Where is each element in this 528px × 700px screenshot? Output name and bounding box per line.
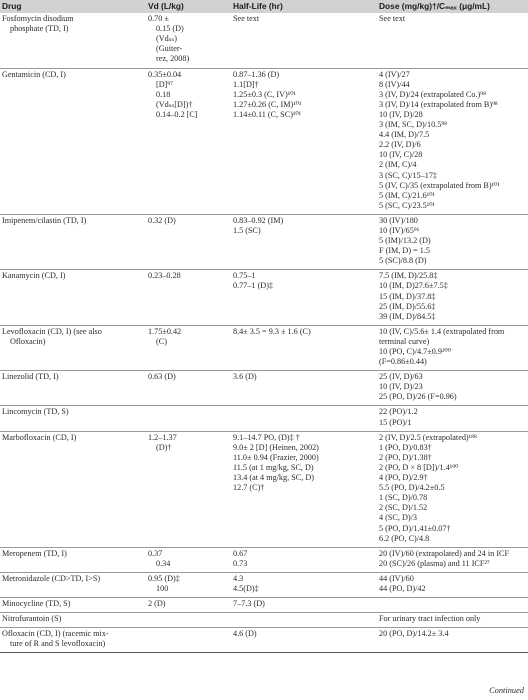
drug-cell-line: Marbofloxacin (CD, I) (2, 432, 77, 442)
vd-cell-line: 0.70 ± (148, 14, 169, 24)
dose-cell-line: 25 (IV, D)/63 (379, 372, 423, 382)
half-life-cell (231, 13, 377, 68)
table-row (0, 431, 528, 547)
drug-cell (0, 547, 146, 572)
dose-cell-line: 3 (IV, D)/14 (extrapolated from B)⁹⁸ (379, 99, 498, 109)
dose-cell-line: 15 (IM, D)/37.8‡ (379, 291, 436, 301)
dose-cell-line: 20 (PO, D)/14.2± 3.4 (379, 629, 449, 639)
drug-cell-line: Minocycline (TD, S) (2, 599, 71, 609)
vd-cell (146, 325, 231, 370)
drug-cell-line: Lincomycin (TD, S) (2, 407, 69, 417)
dose-cell (377, 13, 528, 68)
dose-cell-line: 5 (SC, C)/23.5¹⁰¹ (379, 200, 435, 210)
dose-cell (377, 68, 528, 214)
dose-cell-line: 1 (SC, D)/0.78 (379, 493, 428, 503)
dose-cell-line: 10 (IV, C)/28 (379, 150, 423, 160)
table-row (0, 13, 528, 68)
table-row (0, 598, 528, 613)
half-life-cell-line: 0.75–1 (233, 271, 256, 281)
dose-cell-line: 1 (PO, D)/0.83† (379, 442, 432, 452)
header-dose: Dose (mg/kg)†/Cₘₐₓ (μg/mL) (377, 0, 528, 13)
drug-cell-line: Meropenem (TD, I) (2, 548, 67, 558)
half-life-cell-line: 12.7 (C)† (233, 483, 265, 493)
drug-cell-line: ture of R and S levofloxacin) (10, 639, 106, 649)
half-life-cell-line: 0.77–1 (D)‡ (233, 281, 274, 291)
dose-cell (377, 371, 528, 406)
drug-cell-line: Nitrofurantoin (S) (2, 614, 62, 624)
dose-cell-line: 4 (PO, D)/2.9† (379, 473, 428, 483)
drug-cell (0, 325, 146, 370)
vd-cell (146, 572, 231, 597)
dose-cell (377, 270, 528, 325)
dose-cell-line: 10 (IV, D)/23 (379, 382, 423, 392)
drug-cell-line: Imipenem/cilastin (TD, I) (2, 215, 87, 225)
vd-cell-line: (Guiter- (156, 44, 183, 54)
dose-cell (377, 406, 528, 431)
half-life-cell-line: See text (233, 14, 260, 24)
half-life-cell-line: 9.1–14.7 PO, (D)‡ † (233, 432, 300, 442)
vd-cell-line: 1.75±0.42 (148, 326, 182, 336)
dose-cell-line: 2 (SC, D)/1.52 (379, 503, 428, 513)
drug-cell (0, 406, 146, 431)
vd-cell (146, 13, 231, 68)
vd-cell (146, 68, 231, 214)
drug-cell (0, 13, 146, 68)
vd-cell-line: 100 (156, 583, 169, 593)
dose-cell-line: 10 (IV)/65⁹⁶ (379, 225, 420, 235)
half-life-cell (231, 325, 377, 370)
dose-cell-line: 7.5 (IM, D)/25.8‡ (379, 271, 438, 281)
drug-cell-line: Metronidazole (CD>TD, I>S) (2, 573, 101, 583)
table-body (0, 13, 528, 653)
half-life-cell-line: 0.73 (233, 558, 248, 568)
half-life-cell-line: 1.5 (SC) (233, 225, 261, 235)
vd-cell-line: (D)† (156, 442, 172, 452)
vd-cell-line: 0.14–0.2 [C] (156, 109, 198, 119)
dose-cell (377, 613, 528, 628)
dose-cell-line: 15 (PO)/1 (379, 417, 412, 427)
dose-cell-line: 3 (IV, D)/24 (extrapolated Co.)⁹⁸ (379, 89, 486, 99)
dose-cell-line: 2.2 (IV, D)/6 (379, 140, 421, 150)
table-row (0, 628, 528, 653)
vd-cell (146, 270, 231, 325)
half-life-cell (231, 371, 377, 406)
vd-cell-line: 0.34 (156, 558, 171, 568)
dose-cell-line: 44 (IV)/60 (379, 573, 414, 583)
dose-cell-line: 8 (IV)/44 (379, 79, 410, 89)
table-row (0, 406, 528, 431)
dose-cell (377, 628, 528, 653)
dose-cell (377, 598, 528, 613)
dose-cell-line: 44 (PO, D)/42 (379, 583, 426, 593)
drug-cell (0, 371, 146, 406)
dose-cell-line: (F=0.86±0.44) (379, 357, 427, 367)
dose-cell-line: F (IM, D) = 1.5 (379, 246, 431, 256)
table-header-row (0, 0, 528, 13)
half-life-cell-line: 9.0± 2 [D] (Heinen, 2002) (233, 442, 319, 452)
dose-cell-line: 22 (PO)/1.2 (379, 407, 418, 417)
half-life-cell-line: 1.27±0.26 (C, IM)¹⁰¹ (233, 99, 302, 109)
table-row (0, 68, 528, 214)
dose-cell-line: 3 (SC, C)/15–17‡ (379, 170, 438, 180)
dose-cell-line: 10 (IM, D)27.6±7.5‡ (379, 281, 448, 291)
half-life-cell (231, 68, 377, 214)
vd-cell-line: 0.18 (156, 89, 171, 99)
vd-cell (146, 547, 231, 572)
vd-cell-line: 0.23–0.28 (148, 271, 181, 281)
dose-cell-line: 5.5 (PO, D)/4.2±0.5 (379, 483, 445, 493)
dose-cell-line: 39 (IM, D)/84.5‡ (379, 311, 436, 321)
dose-cell-line: See text (379, 14, 406, 24)
dose-cell (377, 547, 528, 572)
drug-cell-line: Ofloxacin (CD, I) (racemic mix- (2, 629, 109, 639)
half-life-cell-line: 0.67 (233, 548, 248, 558)
dose-cell-line: 2 (IM, C)/4 (379, 160, 417, 170)
table-row (0, 371, 528, 406)
dose-cell (377, 325, 528, 370)
dose-cell-line: 20 (IV)/60 (extrapolated) and 24 in ICF (379, 548, 510, 558)
dose-cell-line: 6.2 (PO, C)/4.8 (379, 533, 430, 543)
vd-cell-line: 1.2–1.37 (148, 432, 177, 442)
dose-cell-line: 20 (SC)/26 (plasma) and 11 ICF²⁷ (379, 558, 490, 568)
half-life-cell-line: 7–7.3 (D) (233, 599, 265, 609)
vd-cell (146, 613, 231, 628)
half-life-cell (231, 406, 377, 431)
drug-cell-line: Linezolid (TD, I) (2, 372, 59, 382)
drug-cell (0, 214, 146, 269)
dose-cell-line: 5 (IM, C)/21.6¹⁰¹ (379, 190, 435, 200)
header-vd: Vd (L/kg) (146, 0, 231, 13)
vd-cell-line: [D]⁹⁷ (156, 79, 174, 89)
vd-cell (146, 406, 231, 431)
dose-cell-line: For urinary tract infection only (379, 614, 481, 624)
vd-cell (146, 431, 231, 547)
vd-cell-line: (C) (156, 336, 167, 346)
vd-cell-line: 2 (D) (148, 599, 166, 609)
drug-cell-line: Ofloxacin) (10, 336, 46, 346)
half-life-cell-line: 0.87–1.36 (D) (233, 69, 280, 79)
drug-cell-line: phosphate (TD, I) (10, 24, 69, 34)
drug-cell (0, 598, 146, 613)
half-life-cell-line: 4.3 (233, 573, 244, 583)
drug-cell (0, 613, 146, 628)
vd-cell (146, 214, 231, 269)
vd-cell (146, 598, 231, 613)
header-drug: Drug (0, 0, 146, 13)
drug-cell (0, 270, 146, 325)
dose-cell-line: 2 (PO, D)/1.38† (379, 452, 432, 462)
dose-cell (377, 572, 528, 597)
drug-cell (0, 572, 146, 597)
dose-cell-line: 5 (IV, C)/35 (extrapolated from B)¹⁰¹ (379, 180, 500, 190)
dose-cell-line: 10 (PO, C)/4.7±0.9²⁰⁰ (379, 347, 451, 356)
drug-cell (0, 68, 146, 214)
drug-cell-line: Fosfomycin disodium (2, 14, 74, 24)
half-life-cell-line: 4.5(D)‡ (233, 583, 259, 593)
table-row (0, 214, 528, 269)
dose-cell-line: 2 (IV, D)/2.5 (extrapolated)¹⁸⁸ (379, 432, 477, 442)
dose-cell-line: 4.4 (IM, D)/7.5 (379, 130, 430, 140)
vd-cell-line: 0.15 (D) (156, 24, 184, 34)
half-life-cell-line: 8.4± 3.5 = 9.3 ± 1.6 (C) (233, 326, 311, 336)
dose-cell-line: 5 (PO, D)/1.41±0.07† (379, 523, 451, 533)
vd-cell (146, 628, 231, 653)
half-life-cell (231, 547, 377, 572)
vd-cell-line: 0.35±0.04 (148, 69, 182, 79)
dose-cell-line: 2 (PO, D × 8 [D])/1.4¹⁹⁰ (379, 462, 459, 472)
dose-cell-line: 4 (IV)/27 (379, 69, 410, 79)
half-life-cell-line: 11.5 (at 1 mg/kg, SC, D) (233, 462, 314, 472)
dose-cell-line: 3 (IM, SC, D)/10.5⁹⁸ (379, 120, 448, 130)
dose-cell-line: 5 (IM)/13.2 (D) (379, 236, 431, 246)
dose-cell-line: terminal curve) (379, 336, 430, 346)
table-row (0, 325, 528, 370)
drug-cell (0, 628, 146, 653)
table-row (0, 547, 528, 572)
dose-cell-line: 10 (IV, D)/28 (379, 109, 423, 119)
dose-cell-line: 5 (SC)/8.8 (D) (379, 256, 427, 266)
half-life-cell-line: 1.25±0.3 (C, IV)¹⁰¹ (233, 89, 296, 99)
table-row (0, 613, 528, 628)
dose-cell-line: 4 (SC, D)/3 (379, 513, 417, 523)
vd-cell-line: 0.95 (D)‡ (148, 573, 180, 583)
vd-cell-line: 0.32 (D) (148, 215, 176, 225)
half-life-cell-line: 1.14±0.11 (C, SC)¹⁰¹ (233, 109, 302, 119)
continued-label: Continued (489, 686, 524, 695)
table-row (0, 572, 528, 597)
half-life-cell (231, 270, 377, 325)
drug-cell (0, 431, 146, 547)
drug-cell-line: Kanamycin (CD, I) (2, 271, 66, 281)
vd-cell-line: 0.63 (D) (148, 372, 176, 382)
drug-cell-line: Gentamicin (CD, I) (2, 69, 66, 79)
half-life-cell (231, 628, 377, 653)
vd-cell-line: 0.37 (148, 548, 163, 558)
half-life-cell (231, 572, 377, 597)
vd-cell (146, 371, 231, 406)
half-life-cell-line: 0.83–0.92 (IM) (233, 215, 284, 225)
dose-cell-line: 25 (PO, D)/26 (F=0.96) (379, 392, 457, 402)
half-life-cell-line: 4.6 (D) (233, 629, 257, 639)
half-life-cell-line: 13.4 (at 4 mg/kg, SC, D) (233, 473, 314, 483)
half-life-cell-line: 1.1[D]† (233, 79, 259, 89)
vd-cell-line: (Vdₛₛ[D])† (156, 99, 193, 109)
vd-cell-line: rez, 2008) (156, 54, 190, 64)
half-life-cell-line: 11.0± 0.94 (Frazier, 2000) (233, 452, 319, 462)
dose-cell (377, 431, 528, 547)
half-life-cell (231, 214, 377, 269)
vd-cell-line: (Vdₛₛ) (156, 34, 177, 44)
half-life-cell (231, 431, 377, 547)
table-row (0, 270, 528, 325)
drug-cell-line: Levofloxacin (CD, I) (see also (2, 326, 102, 336)
dose-cell (377, 214, 528, 269)
dose-cell-line: 10 (IV, C)/5.6± 1.4 (extrapolated from (379, 326, 505, 336)
dose-cell-line: 25 (IM, D)/55.6‡ (379, 301, 436, 311)
half-life-cell-line: 3.6 (D) (233, 372, 257, 382)
header-half-life: Half-Life (hr) (231, 0, 377, 13)
half-life-cell (231, 613, 377, 628)
dose-cell-line: 30 (IV)/180 (379, 215, 418, 225)
half-life-cell (231, 598, 377, 613)
